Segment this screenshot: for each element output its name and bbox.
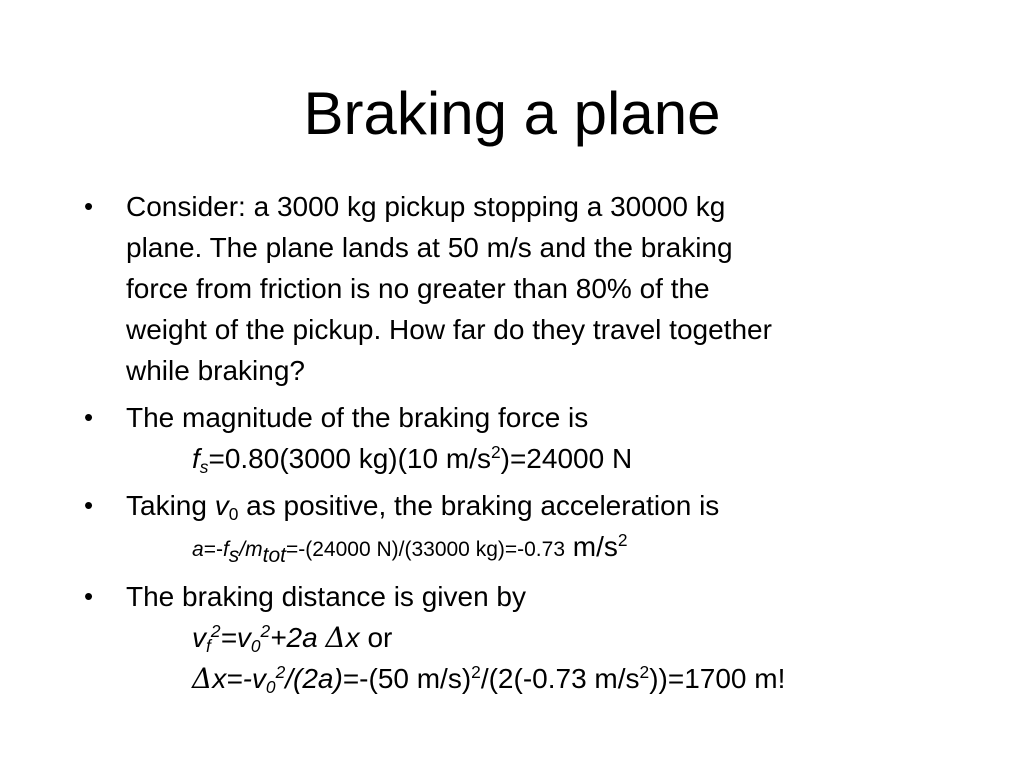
force-result: )=24000 N <box>500 443 633 474</box>
force-formula <box>126 438 934 479</box>
bullet-dot-icon: • <box>84 191 94 221</box>
distance-middle: /(2(-0.73 m/s <box>480 663 640 694</box>
accel-term: +2a <box>270 622 326 653</box>
problem-line-1: Consider: a 3000 kg pickup stopping a 30000 kg <box>126 191 726 222</box>
velocity-symbol: v <box>214 490 229 521</box>
distance-numerator: =-(50 m/s) <box>342 663 472 694</box>
or-text: or <box>359 622 393 653</box>
acceleration-formula <box>126 526 934 570</box>
final-velocity-subscript: f <box>206 635 211 656</box>
final-velocity-superscript: 2 <box>210 621 221 642</box>
distance-superscript-2: 2 <box>639 662 650 683</box>
accel-mass-subscript: tot <box>262 543 286 567</box>
distance-superscript-1: 2 <box>471 662 481 683</box>
accel-slash: / <box>239 538 246 561</box>
problem-line-2: plane. The plane lands at 50 m/s and the braking <box>126 232 733 263</box>
bullet-item-problem <box>84 186 934 391</box>
delta-symbol: Δ <box>325 621 346 654</box>
distance-result <box>126 658 934 699</box>
accel-unit: m/s <box>565 531 618 562</box>
accel-unit-superscript: 2 <box>617 530 628 551</box>
force-subscript: s <box>199 456 209 477</box>
delta-symbol: Δ <box>192 662 213 695</box>
bullet-dot-icon: • <box>84 581 94 611</box>
bullet-item-distance <box>84 576 934 699</box>
problem-line-4: weight of the pickup. How far do they travel together <box>126 314 772 345</box>
bullet-item-force <box>84 397 934 479</box>
final-velocity-symbol: v <box>192 622 206 653</box>
bullet-item-acceleration <box>84 485 934 570</box>
distance-v0-subscript: 0 <box>265 676 276 697</box>
kinematics-equation <box>126 617 934 658</box>
accel-equals: =- <box>203 538 223 561</box>
distance-v0-superscript: 2 <box>275 662 286 683</box>
accel-force-symbol: f <box>222 538 229 561</box>
acceleration-intro <box>126 485 934 526</box>
force-superscript: 2 <box>490 442 501 463</box>
slide-title: Braking a plane <box>303 80 721 147</box>
distance-denominator: /(2a) <box>285 663 343 694</box>
problem-line-3: force from friction is no greater than 80% of the <box>126 273 710 304</box>
accel-expression: =-(24000 N)/(33000 kg)=-0.73 <box>286 538 565 561</box>
bullet-dot-icon: • <box>84 490 94 520</box>
initial-velocity-symbol: =v <box>220 622 251 653</box>
initial-velocity-subscript: 0 <box>250 635 261 656</box>
force-symbol: f <box>192 443 200 474</box>
force-intro: The magnitude of the braking force is <box>126 402 589 433</box>
displacement-symbol: x <box>345 622 360 653</box>
accel-mass-symbol: m <box>245 538 263 561</box>
accel-force-subscript: s <box>228 543 240 567</box>
distance-answer: ))=1700 m! <box>649 663 786 694</box>
bullet-dot-icon: • <box>84 402 94 432</box>
acceleration-intro-pre: Taking <box>126 490 215 521</box>
distance-intro: The braking distance is given by <box>126 581 526 612</box>
velocity-subscript: 0 <box>228 503 239 524</box>
initial-velocity-superscript: 2 <box>260 621 271 642</box>
force-expression: =0.80(3000 kg)(10 m/s <box>208 443 491 474</box>
accel-symbol: a <box>192 538 204 561</box>
acceleration-intro-post: as positive, the braking acceleration is <box>238 490 720 521</box>
problem-line-5: while braking? <box>126 355 305 386</box>
bullet-list <box>84 186 934 705</box>
displacement-expression: x=-v <box>212 663 266 694</box>
